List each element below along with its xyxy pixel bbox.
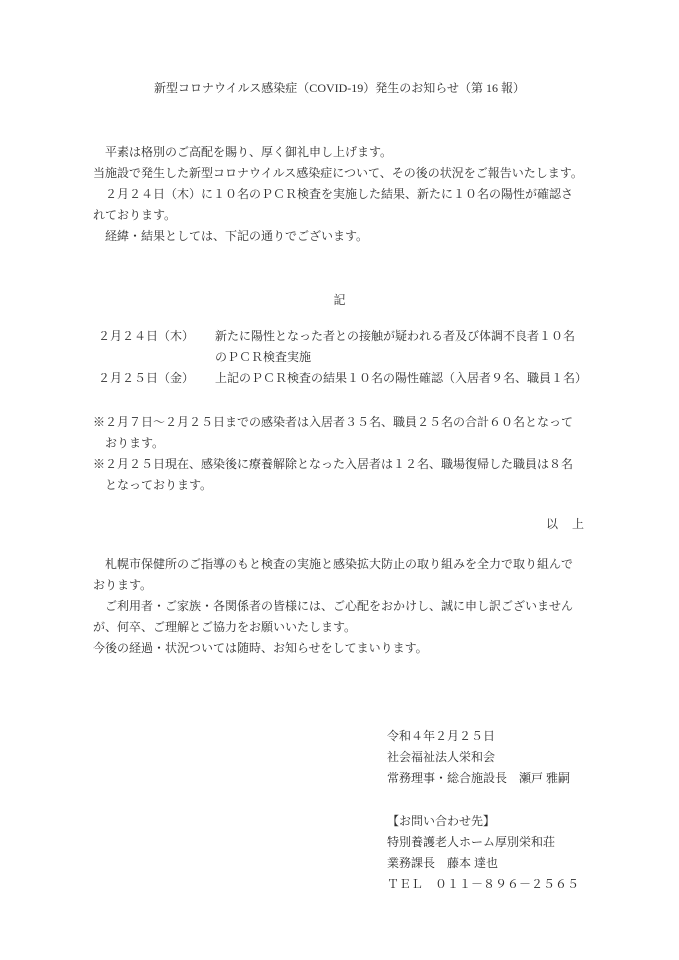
record-desc: のＰＣＲ検査実施 [215, 350, 312, 364]
intro-line: ２月２４日（木）に１０名のＰＣＲ検査を実施した結果、新たに１０名の陽性が確認さ [93, 187, 574, 201]
contact-facility: 特別養護老人ホーム厚別栄和荘 [387, 835, 556, 849]
signature-signer: 常務理事・総合施設長 瀬戸 雅嗣 [387, 771, 571, 785]
note-line: ※２月２５日現在、感染後に療養解除となった入居者は１２名、職場復帰した職員は８名 [93, 457, 574, 471]
contact-tel: ＴＥＬ ０１１－８９６－２５６５ [387, 877, 580, 891]
record-date [98, 347, 215, 368]
record-heading: 記 [333, 293, 346, 307]
signature-block [387, 726, 667, 789]
intro-line: れております。 [93, 208, 177, 222]
note-line: となっております。 [93, 478, 213, 492]
intro-line: 経緯・結果としては、下記の通りでございます。 [93, 229, 369, 243]
document-title: 新型コロナウイルス感染症（COVID-19）発生のお知らせ（第 16 報） [154, 81, 525, 95]
record-desc: 新たに陽性となった者との接触が疑われる者及び体調不良者１０名 [215, 329, 576, 343]
contact-person: 業務課長 藤本 達也 [387, 856, 499, 870]
contact-block [387, 811, 667, 895]
closing-line: 札幌市保健所のご指導のもと検査の実施と感染拡大防止の取り組みを全力で取り組んで [93, 557, 574, 571]
contact-heading: 【お問い合わせ先】 [387, 814, 496, 828]
closing-mark: 以 上 [545, 517, 585, 531]
record-desc: 上記のＰＣＲ検査の結果１０名の陽性確認（入居者９名、職員１名） [215, 371, 588, 385]
closing-line: ご利用者・ご家族・各関係者の皆様には、ご心配をおかけし、誠に申し訳ございません [93, 599, 574, 613]
note-paragraphs [93, 412, 603, 496]
closing-line: 今後の経過・状況ついては随時、お知らせをしてまいります。 [93, 641, 428, 655]
closing-line: おります。 [93, 578, 153, 592]
record-row [98, 347, 618, 368]
closing-line: が、何卒、ご理解とご協力をお願いいたします。 [93, 620, 357, 634]
record-row [98, 368, 618, 389]
record-row [98, 326, 618, 347]
note-line: おります。 [93, 436, 165, 450]
intro-line: 当施設で発生した新型コロナウイルス感染症について、その後の状況をご報告いたします。 [93, 166, 583, 180]
record-date: ２月２４日（木） [98, 329, 195, 343]
intro-paragraphs [93, 142, 603, 247]
record-date: ２月２５日（金） [98, 371, 195, 385]
closing-paragraphs [93, 554, 603, 659]
signature-date: 令和４年２月２５日 [387, 729, 496, 743]
signature-organization: 社会福祉法人栄和会 [387, 750, 496, 764]
intro-line: 平素は格別のご高配を賜り、厚く御礼申し上げます。 [93, 145, 393, 159]
note-line: ※２月７日～２月２５日までの感染者は入居者３５名、職員２５名の合計６０名となって [93, 415, 574, 429]
record-list [98, 326, 618, 389]
